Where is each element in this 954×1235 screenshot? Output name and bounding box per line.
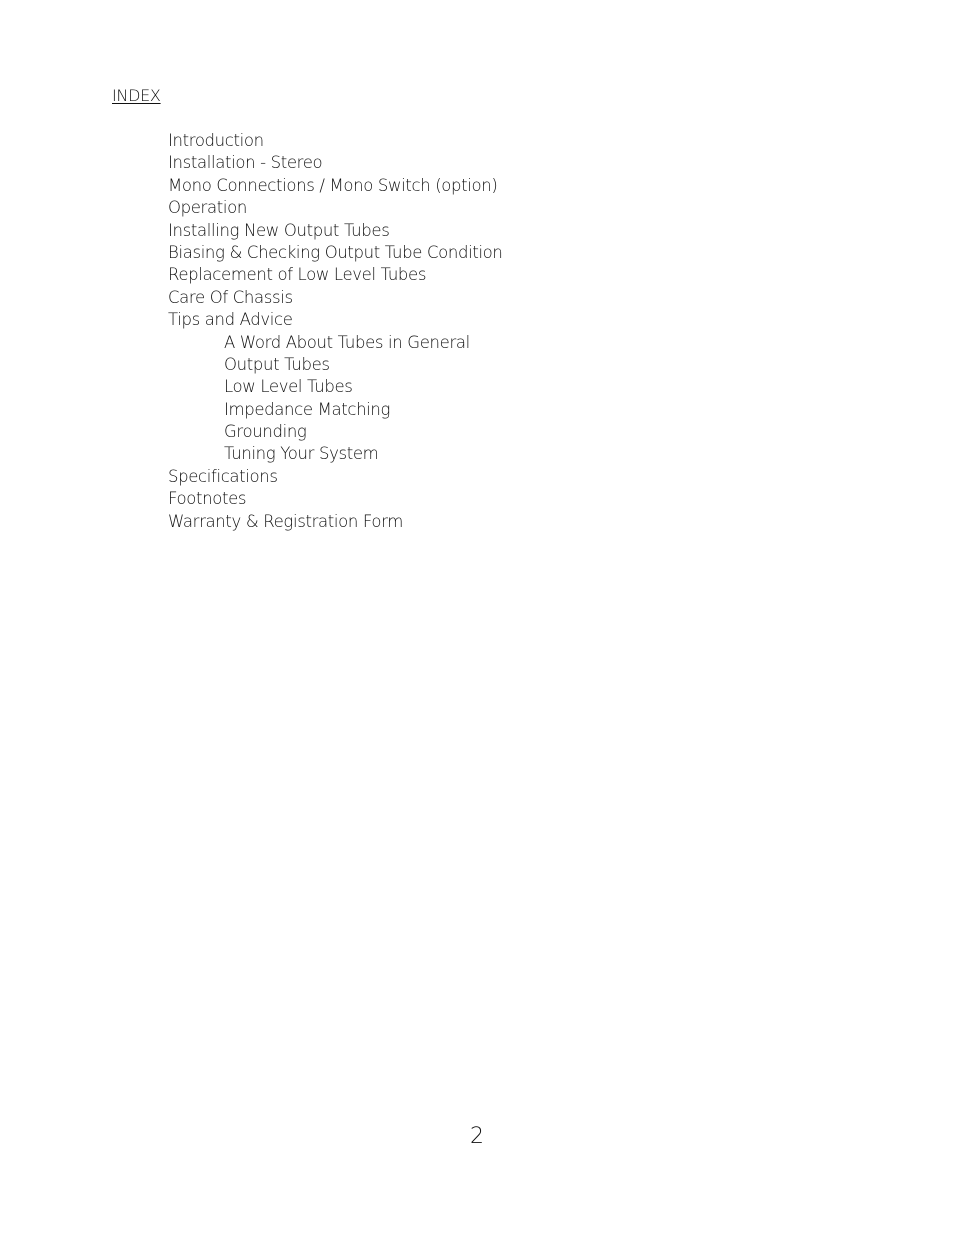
toc-entry-tips-and-advice: Tips and Advice (168, 310, 293, 330)
toc-entry-biasing: Biasing & Checking Output Tube Condition (168, 242, 503, 262)
toc-subentry-output-tubes: Output Tubes (224, 354, 330, 374)
toc-entry-installing-output-tubes: Installing New Output Tubes (168, 220, 390, 240)
toc-subentry-tuning-your-system: Tuning Your System (224, 444, 379, 464)
toc-entry-specifications: Specifications (168, 466, 278, 486)
toc-subentry-impedance-matching: Impedance Matching (224, 399, 391, 419)
toc-subentry-grounding: Grounding (224, 422, 307, 442)
toc-entry-care-of-chassis: Care Of Chassis (168, 287, 293, 307)
toc-entry-replacement-low-level-tubes: Replacement of Low Level Tubes (168, 265, 427, 285)
toc-subentry-low-level-tubes: Low Level Tubes (224, 377, 353, 397)
toc-entry-mono-connections: Mono Connections / Mono Switch (option) (168, 175, 498, 195)
toc-entry-footnotes: Footnotes (168, 489, 247, 509)
toc-entry-introduction: Introduction (168, 131, 264, 150)
toc-entry-operation: Operation (168, 198, 247, 218)
toc-subentry-tubes-in-general: A Word About Tubes in General (224, 332, 470, 352)
page-number: 2 (470, 1124, 484, 1149)
table-of-contents (168, 130, 503, 533)
index-heading: INDEX (112, 86, 161, 105)
toc-entry-warranty-registration: Warranty & Registration Form (168, 511, 404, 531)
toc-entry-installation-stereo: Installation - Stereo (168, 153, 323, 173)
